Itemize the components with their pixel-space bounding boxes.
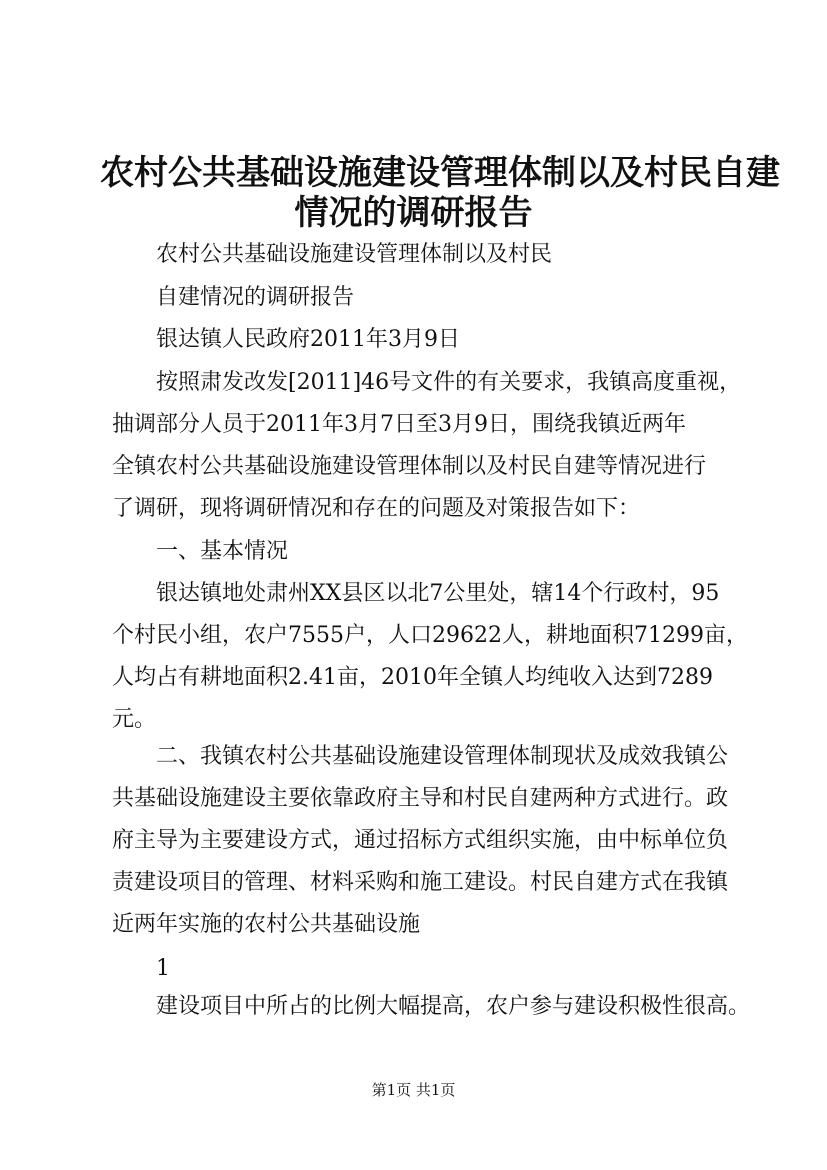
date-line: 银达镇人民政府2011年3月9日 xyxy=(156,327,460,352)
paragraph-line: 农村公共基础设施建设管理体制以及村民 xyxy=(156,242,553,267)
paragraph-line: 建设项目中所占的比例大幅提高，农户参与建设积极性很高。 xyxy=(156,994,751,1019)
paragraph-line: 近两年实施的农村公共基础设施 xyxy=(112,912,421,937)
section-heading: 一、基本情况 xyxy=(156,539,289,564)
page-footer: 第1页 共1页 xyxy=(371,1081,456,1099)
paragraph-line: 了调研，现将调研情况和存在的问题及对策报告如下： xyxy=(112,496,641,521)
document-title-line-1: 农村公共基础设施建设管理体制以及村民自建 xyxy=(100,153,780,193)
paragraph-line: 银达镇地处肃州XX县区以北7公里处，辖14个行政村，95 xyxy=(156,581,720,606)
page-number-inline: 1 xyxy=(156,956,170,981)
paragraph-line: 自建情况的调研报告 xyxy=(156,285,355,310)
paragraph-line: 全镇农村公共基础设施建设管理体制以及村民自建等情况进行 xyxy=(112,454,707,479)
paragraph-line: 抽调部分人员于2011年3月7日至3月9日，围绕我镇近两年 xyxy=(112,412,686,437)
paragraph-line: 责建设项目的管理、材料采购和施工建设。村民自建方式在我镇 xyxy=(112,870,729,895)
paragraph-line: 人均占有耕地面积2.41亩，2010年全镇人均纯收入达到7289 xyxy=(112,665,713,690)
document-title-line-2: 情况的调研报告 xyxy=(294,193,533,233)
paragraph-line: 按照肃发改发[2011]46号文件的有关要求，我镇高度重视， xyxy=(156,370,742,395)
paragraph-line: 共基础设施建设主要依靠政府主导和村民自建两种方式进行。政 xyxy=(112,786,729,811)
paragraph-line: 府主导为主要建设方式，通过招标方式组织实施，由中标单位负 xyxy=(112,828,729,853)
paragraph-line: 个村民小组，农户7555户，人口29622人，耕地面积71299亩， xyxy=(112,623,748,648)
paragraph-line: 元。 xyxy=(112,707,157,732)
paragraph-line: 二、我镇农村公共基础设施建设管理体制现状及成效我镇公 xyxy=(156,744,729,769)
